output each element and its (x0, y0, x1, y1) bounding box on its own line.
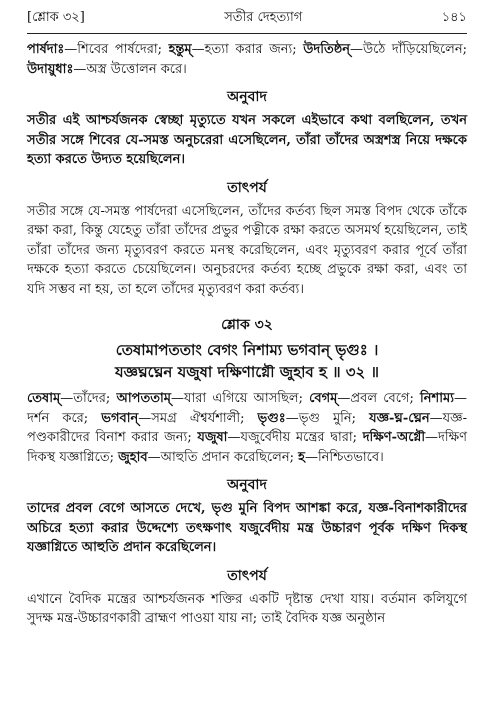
synonym-meaning: —উঠে দাঁড়িয়েছিলেন; (349, 42, 467, 57)
synonym-term: হন্তুম্ (168, 42, 192, 57)
synonym-term: আপততাম্ (116, 391, 171, 406)
synonym-term: জুহাব (118, 449, 148, 465)
synonym-term: যজ্ঞ-ঘ্ন-ঘ্নেন (369, 410, 430, 426)
verse-reference: [শ্লোক ৩২] (27, 10, 85, 25)
synonym-meaning: —যারা এগিয়ে আসছিল; (170, 391, 310, 406)
synonym-meaning: —তাঁদের; (60, 391, 117, 406)
page-header (27, 8, 467, 34)
synonym-meaning: —দক্ষিণ দিকস্থ যজ্ঞাগ্নিতে; (27, 430, 467, 465)
purport-text: সতীর সঙ্গে যে-সমস্ত পার্ষদেরা এসেছিলেন, তাঁদের কর্তব্য ছিল সমস্ত বিপদ থেকে তাঁকে রক্ষা করা, কিন্তু যেহেতু তাঁরা তাঁদের প্রভুর পত্নীকে রক্ষা করতে অসমর্থ হয়েছিলেন, তাই তাঁরা তাঁদের জন্য মৃত্যুবরণ করতে মনস্থ করেছিলেন, এবং মৃত্যুবরণ করার পূর্বে তাঁরা দক্ষকে হত্যা করতে চেয়েছিলেন। অনুচরদের কর্তব্য হচ্ছে প্রভুকে রক্ষা করা, এবং তা যদি সম্ভব না হয়, তা হলে তাঁদের মৃত্যুবরণ করা কর্তব্য। (27, 203, 467, 297)
synonyms-verse (27, 389, 467, 467)
synonym-term: ভৃগুঃ (257, 410, 286, 426)
synonym-term: নিশাম্য (420, 391, 454, 406)
synonym-meaning: —দর্শন করে; (27, 391, 467, 426)
synonym-meaning: —নিশ্চিতভাবে। (304, 449, 384, 465)
synonym-term: উদায়ুধাঃ (27, 61, 74, 77)
synonym-term: ভগবান্ (101, 410, 139, 426)
synonym-term: দক্ষিণ-অগ্নৌ (362, 430, 426, 445)
synonym-term: উদতিষ্ঠন্ (303, 42, 350, 57)
synonym-meaning: —সমগ্র ঐশ্বর্যশালী; (138, 410, 258, 426)
synonym-meaning: —আহুতি প্রদান করেছিলেন; (147, 449, 299, 465)
purport-text: এখানে বৈদিক মন্ত্রের আশ্চর্যজনক শক্তির একটি দৃষ্টান্ত দেখা যায়। বর্তমান কলিযুগে সুদক্ষ মন্ত্র-উচ্চারণকারী ব্রাহ্মণ পাওয়া যায় না; তাই বৈদিক যজ্ঞ অনুষ্ঠান (27, 591, 467, 626)
synonym-meaning: —শিবের পার্ষদেরা; (64, 42, 169, 57)
purport-heading: তাৎপর্য (227, 567, 267, 584)
chapter-title: সতীর দেহত্যাগ (224, 10, 303, 25)
verse-label: শ্লোক ৩২ (221, 317, 273, 333)
page-number: ১৪১ (441, 10, 467, 25)
synonym-term: হ (298, 449, 305, 465)
synonyms-top (27, 40, 467, 79)
synonym-term: বেগম্ (309, 391, 338, 406)
synonym-meaning: —যজুর্বেদীয় মন্ত্রের দ্বারা; (227, 430, 363, 445)
translation-heading: অনুবাদ (227, 477, 267, 493)
purport-heading: তাৎপর্য (227, 179, 267, 196)
synonym-term: তেষাম্ (27, 391, 61, 406)
synonym-term: যজুষা (197, 430, 228, 445)
synonym-meaning: —প্রবল বেগে; (337, 391, 421, 406)
synonym-meaning: —হত্যা করার জন্য; (191, 42, 304, 57)
translation-text: সতীর এই আশ্চর্যজনক স্বেচ্ছা মৃত্যুতে যখন সকলে এইভাবে কথা বলছিলেন, তখন সতীর সঙ্গে শিবের যে-সমস্ত অনুচরেরা এসেছিলেন, তাঁরা তাঁদের অস্ত্রশস্ত্র নিয়ে দক্ষকে হত্যা করতে উদ্যত হয়েছিলেন। (27, 113, 467, 167)
verse-line: যজ্ঞঘ্নঘ্নেন যজুষা দক্ষিণাগ্নৌ জুহাব হ ॥ ৩২ ॥ (114, 363, 380, 381)
translation-heading: অনুবাদ (227, 89, 267, 105)
synonym-meaning: —ভৃগু মুনি; (285, 410, 370, 426)
synonym-meaning: —যজ্ঞ-পণ্ডকারীদের বিনাশ করার জন্য; (27, 410, 467, 445)
translation-text: তাদের প্রবল বেগে আসতে দেখে, ভৃগু মুনি বিপদ আশঙ্কা করে, যজ্ঞ-বিনাশকারীদের অচিরে হত্যা করার উদ্দেশ্যে তৎক্ষণাৎ যজুর্বেদীয় মন্ত্র উচ্চারণ পূর্বক দক্ষিণ দিকস্থ যজ্ঞাগ্নিতে আহুতি প্রদান করেছিলেন। (27, 501, 467, 555)
synonym-term: পার্ষদাঃ (27, 42, 65, 57)
verse-line: তেষামাপততাং বেগং নিশাম্য ভগবান্ ভৃগুঃ । (115, 341, 379, 359)
synonym-meaning: —অস্ত্র উত্তোলন করে। (73, 61, 187, 77)
